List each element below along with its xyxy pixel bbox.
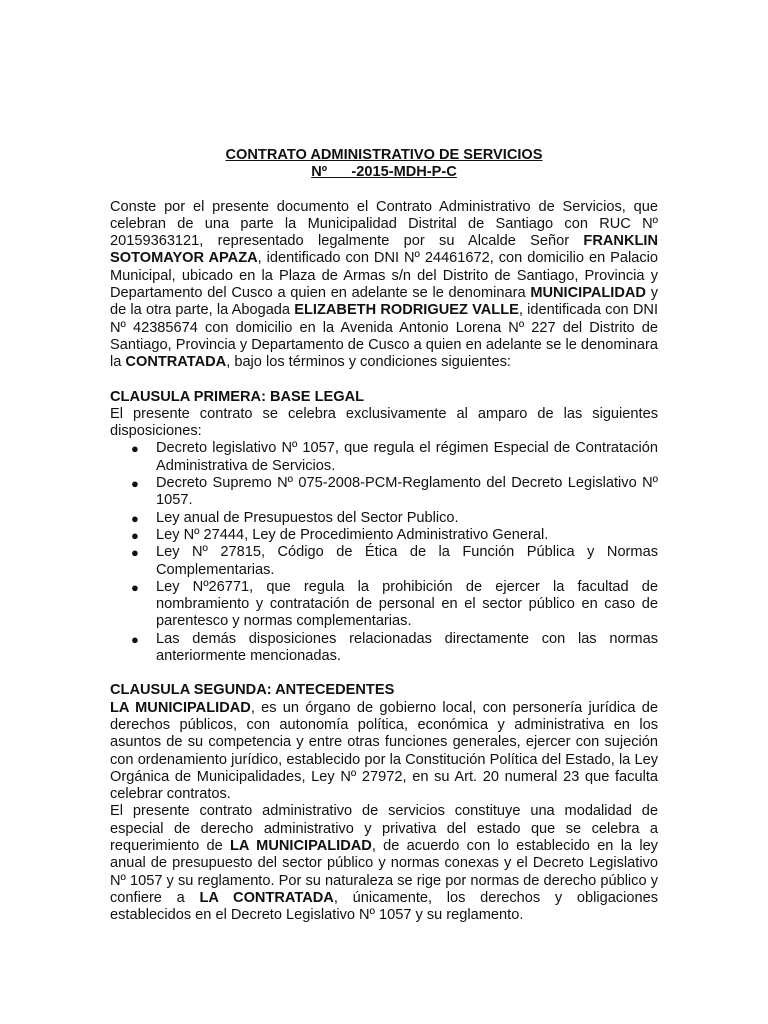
title-line-1: CONTRATO ADMINISTRATIVO DE SERVICIOS [225, 147, 543, 163]
intro-text-2: , identificado con DNI Nº 24461672, con domicilio en Palacio Municipal, ubicado en la Plaza de Armas s/n del Distrito de Santiago, Provincia y Departamento del Cusco a quien en adelante se le denominara [110, 250, 659, 302]
intro-bold-contratada: CONTRATADA [125, 354, 227, 371]
list-item [131, 509, 658, 527]
intro-text-5: , bajo los términos y condiciones siguientes: [226, 354, 511, 371]
bullet-icon: ● [131, 631, 139, 647]
title-line-2: Nº -2015-MDH-P-C [311, 164, 457, 181]
list-item-text: Ley anual de Presupuestos del Sector Publico. [156, 509, 459, 526]
list-item-text: Ley Nº 27444, Ley de Procedimiento Administrativo General. [156, 526, 549, 543]
intro-text-4: , identificada con DNI Nº 42385674 con domicilio en la Avenida Antonio Lorena Nº 227 del Distrito de Santiago, Provincia y Departamento de Cusco a quien en adelante se le denominara la [110, 302, 659, 371]
list-item [131, 440, 658, 475]
bullet-icon: ● [131, 527, 139, 543]
clausula-segunda-paragraph-2 [110, 803, 658, 924]
paragraph-text: , únicamente, los derechos y obligaciones establecidos en el Decreto Legislativo Nº 1057 y su reglamento. [110, 889, 658, 924]
intro-bold-alcalde: FRANKLIN SOTOMAYOR APAZA [110, 233, 658, 267]
intro-text-3: y de la otra parte, la Abogada [110, 285, 658, 319]
intro-bold-municipalidad: MUNICIPALIDAD [530, 285, 646, 302]
clausula-segunda-heading: CLAUSULA SEGUNDA: ANTECEDENTES [110, 682, 395, 699]
list-item [131, 578, 658, 631]
clausula-primera-heading: CLAUSULA PRIMERA: BASE LEGAL [110, 388, 365, 405]
base-legal-list [110, 440, 658, 665]
paragraph-text: , es un órgano de gobierno local, con personería jurídica de derechos públicos, con autonomía política, económica y administrativa en los asuntos de su competencia y entre otras funciones generales, ejercer con sujeción con ordenamiento jurídico, establecido por la Constitución Política del Estado, la Ley Orgánica de Municipalidades, Ley Nº 27972, en su Art. 20 numeral 23 que faculta celebrar contratos. [110, 699, 658, 803]
list-item-text: Ley Nº 27815, Código de Ética de la Función Pública y Normas Complementarias. [156, 544, 658, 578]
document-title [110, 147, 658, 182]
document-page [110, 147, 658, 924]
bold-la-municipalidad: LA MUNICIPALIDAD [110, 699, 251, 716]
list-item-text: Decreto Supremo Nº 075-2008-PCM-Reglamento del Decreto Legislativo Nº 1057. [156, 475, 658, 509]
bullet-icon: ● [131, 441, 139, 457]
bullet-icon: ● [131, 545, 139, 561]
bullet-icon: ● [131, 510, 139, 526]
bullet-icon: ● [131, 579, 139, 595]
bullet-icon: ● [131, 476, 139, 492]
list-item [131, 526, 658, 544]
bold-la-contratada: LA CONTRATADA [199, 889, 334, 906]
bold-la-municipalidad: LA MUNICIPALIDAD [230, 837, 372, 854]
intro-bold-abogada: ELIZABETH RODRIGUEZ VALLE [294, 302, 519, 319]
paragraph-text: , de acuerdo con lo establecido en la ley anual de presupuesto del sector público y normas conexas y el Decreto Legislativo Nº 1057 y su reglamento. Por su naturaleza se rige por normas de derecho público y confiere a [110, 837, 658, 906]
list-item [131, 544, 658, 579]
clausula-segunda-paragraph-1 [110, 700, 658, 804]
clausula-primera-text: El presente contrato se celebra exclusivamente al amparo de las siguientes disposiciones: [110, 405, 658, 440]
intro-text-1: Conste por el presente documento el Contrato Administrativo de Servicios, que celebran de una parte la Municipalidad Distrital de Santiago con RUC Nº 20159363121, representado legalmente por su Alcalde Señor [110, 198, 658, 250]
list-item [131, 475, 658, 510]
intro-paragraph [110, 199, 658, 372]
list-item-text: Las demás disposiciones relacionadas directamente con las normas anteriormente mencionadas. [156, 630, 658, 665]
paragraph-text: El presente contrato administrativo de servicios constituye una modalidad de especial de derecho administrativo y privativa del estado que se celebra a requerimiento de [110, 803, 658, 854]
list-item-text: Ley Nº26771, que regula la prohibición de ejercer la facultad de nombramiento y contratación de personal en el sector público en caso de parentesco y normas complementarias. [156, 578, 658, 630]
list-item-text: Decreto legislativo Nº 1057, que regula el régimen Especial de Contratación Administrativa de Servicios. [156, 440, 658, 474]
list-item [131, 630, 658, 666]
